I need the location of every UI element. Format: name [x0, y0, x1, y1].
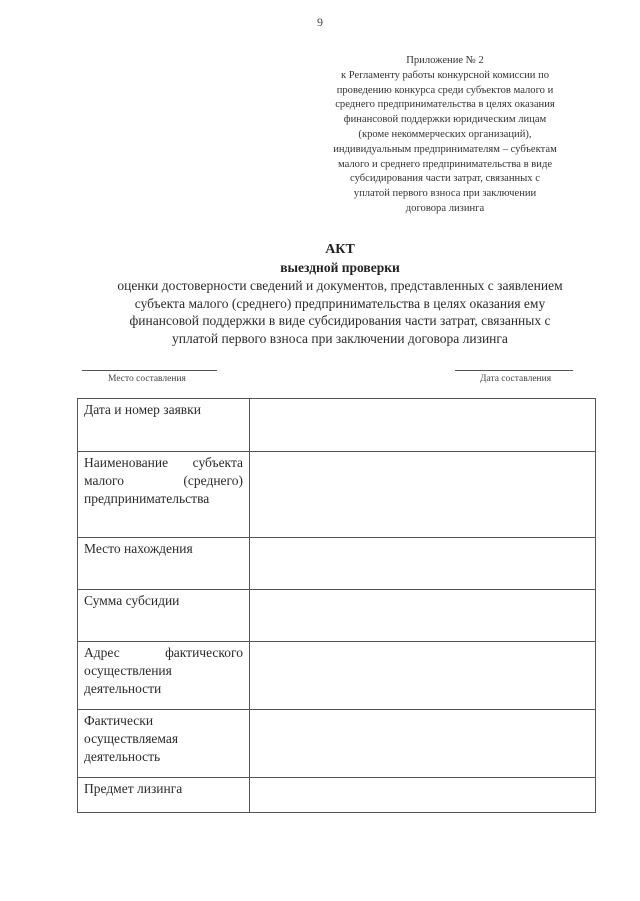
row-value-subsidy-amount[interactable] — [250, 590, 596, 642]
inspection-form-table — [77, 398, 596, 813]
description-line: финансовой поддержки в виде субсидирования части затрат, связанных с — [129, 313, 551, 328]
place-caption: Место составления — [108, 374, 186, 384]
description-line: оценки достоверности сведений и документов, представленных с заявлением — [117, 278, 563, 293]
appendix-line: проведению конкурса среди субъектов малого и — [336, 84, 554, 96]
row-label-location: Место нахождения — [78, 538, 250, 590]
appendix-line: субсидирования части затрат, связанных с — [350, 173, 540, 185]
table-row — [78, 710, 596, 778]
row-value-actual-activity[interactable] — [250, 710, 596, 778]
appendix-line: (кроме некоммерческих организаций), — [358, 128, 532, 140]
page-number: 9 — [317, 15, 323, 29]
appendix-line: индивидуальным предпринимателям – субъектам — [333, 143, 557, 155]
description-line: уплатой первого взноса при заключении договора лизинга — [172, 330, 508, 346]
place-signature-line[interactable] — [82, 370, 217, 371]
date-caption: Дата составления — [480, 374, 552, 384]
table-row — [78, 538, 596, 590]
row-value-application-date-number[interactable] — [250, 399, 596, 452]
description-line: субъекта малого (среднего) предпринимательства в целях оказания ему — [134, 295, 546, 311]
appendix-line: договора лизинга — [405, 202, 485, 214]
appendix-line: финансовой поддержки юридическим лицам — [343, 114, 547, 126]
row-value-actual-address[interactable] — [250, 642, 596, 710]
document-subtitle: выездной проверки — [280, 260, 400, 275]
date-signature-line[interactable] — [455, 370, 573, 371]
table-row — [78, 399, 596, 452]
appendix-line: малого и среднего предпринимательства в виде — [337, 158, 553, 170]
row-label-leasing-subject: Предмет лизинга — [78, 778, 250, 813]
appendix-header — [300, 54, 590, 217]
row-value-entity-name[interactable] — [250, 452, 596, 538]
table-row — [78, 778, 596, 813]
row-label-entity-name: Наименование субъекта малого (среднего) предпринимательства — [78, 452, 250, 538]
table-row — [78, 590, 596, 642]
appendix-line: Приложение № 2 — [406, 55, 484, 66]
appendix-line: к Регламенту работы конкурсной комиссии по — [340, 69, 550, 81]
row-value-location[interactable] — [250, 538, 596, 590]
row-label-subsidy-amount: Сумма субсидии — [78, 590, 250, 642]
row-value-leasing-subject[interactable] — [250, 778, 596, 813]
row-label-actual-activity: Фактически осуществляемая деятельность — [78, 710, 250, 778]
appendix-line: среднего предпринимательства в целях оказания — [335, 99, 555, 111]
row-label-application-date-number: Дата и номер заявки — [78, 399, 250, 452]
table-row — [78, 452, 596, 538]
table-row — [78, 642, 596, 710]
document-title: АКТ — [325, 242, 355, 257]
row-label-actual-address: Адрес фактического осуществления деятельности — [78, 642, 250, 710]
document-description — [40, 277, 640, 347]
appendix-line: уплатой первого взноса при заключении — [353, 188, 537, 200]
